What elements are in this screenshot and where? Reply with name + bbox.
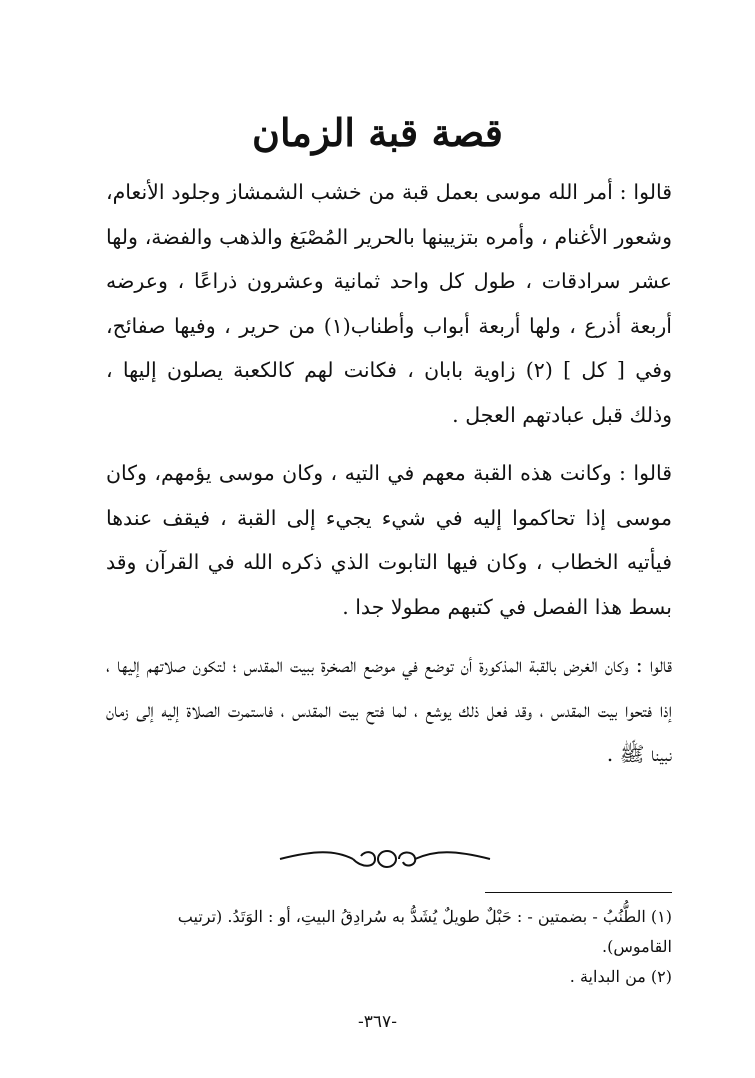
footnotes <box>106 902 672 992</box>
paragraph: قالوا : أمر الله موسى بعمل قبة من خشب الشمشاز وجلود الأنعام، وشعور الأغنام ، وأمره بتزيينها بالحرير المُصْبَغ والذهب والفضة، ولها عشر سرادقات ، طول كل واحد ثمانية وعشرون ذراعًا ، وعرضه أربعة أذرع ، ولها أربعة أبواب وأطناب(١) من حرير ، وفيها صفائح، وفي [ كل ] (٢) زاوية بابان ، فكانت لهم كالكعبة يصلون إليها ، وذلك قبل عبادتهم العجل . <box>106 180 672 427</box>
footnote-separator <box>485 892 672 893</box>
paragraph: قالوا : وكانت هذه القبة معهم في التيه ، وكان موسى يؤمهم، وكان موسى إذا تحاكموا إليه في شيء يجيء إلى القبة ، فيقف عندها فيأتيه الخطاب ، وكان فيها التابوت الذي ذكره الله في القرآن وقد بسط هذا الفصل في كتبهم مطولا جدا . <box>106 461 672 619</box>
page-title: قصة قبة الزمان <box>252 110 503 155</box>
page-number: -٣٦٧- <box>358 1012 397 1032</box>
body-text <box>106 170 672 791</box>
footnote: (٢) من البداية . <box>569 967 672 986</box>
paragraph: قالوا : وكان الغرض بالقبة المذكورة أن توضع في موضع الصخرة ببيت المقدس ؛ لتكون صلاتهم إليها ، إذا فتحوا بيت المقدس ، وقد فعل ذلك يوشع ، لما فتح بيت المقدس ، فاستمرت الصلاة إليه إلى زمان نبينا ﷺ . <box>106 653 672 766</box>
ornament-divider <box>275 844 495 874</box>
footnote: (١) الطُّنُبُ - بضمتين - : حَبْلٌ طويلٌ يُشَدُّ به سُرادِقُ البيتِ، أو : الوَتَدُ. (ترتيب القاموس). <box>177 907 672 956</box>
